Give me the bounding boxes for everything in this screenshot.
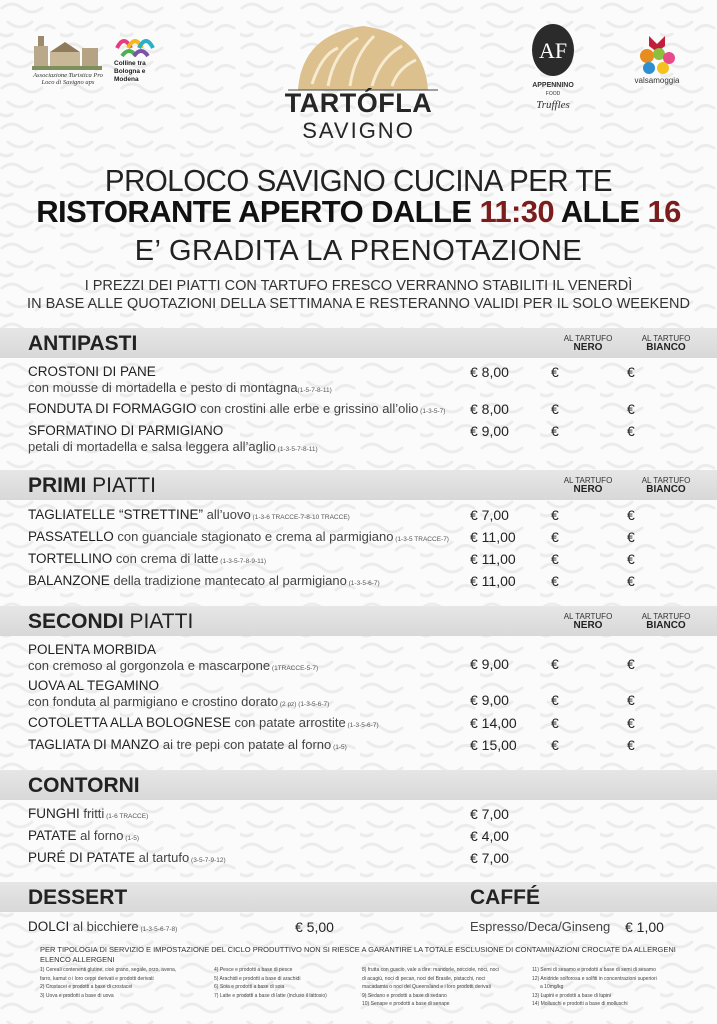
item-price: € 11,00 xyxy=(470,529,516,545)
valsamoggia-caption: valsamoggia xyxy=(634,76,680,85)
header-nero: AL TARTUFO NERO xyxy=(563,476,613,495)
nero-price: € xyxy=(551,656,559,672)
truffles-caption: Truffles xyxy=(536,99,570,111)
nero-price: € xyxy=(551,423,559,439)
nero-price: € xyxy=(551,737,559,753)
menu-item: POLENTA MORBIDA con cremoso al gorgonzola e mascarpone (1TRACCE-5-7) xyxy=(28,642,319,673)
nero-price: € xyxy=(551,529,559,545)
item-price: € 9,00 xyxy=(470,692,509,708)
bianco-price: € xyxy=(627,715,635,731)
dessert-price: € 5,00 xyxy=(295,919,334,935)
valsamoggia-logo xyxy=(635,32,679,76)
menu-item: SFORMATINO DI PARMIGIANO petali di mortadella e salsa leggera all’aglio (1-3-5-7-8-11) xyxy=(28,423,318,454)
allergen-column-3: 8) frutta con guscio, vale a dire: mandorle, nocciole, noci, noci di acagiù, noci di pecan, noci del Brasile, pistacchi, noci macadamia o noci del Queensland e i loro prodotti derivati 9) Sedano e prodotti a base di sedano 10) Senape e prodotti a base di senape xyxy=(362,967,500,1007)
item-price: € 4,00 xyxy=(470,828,509,844)
bianco-price: € xyxy=(627,692,635,708)
item-price: € 9,00 xyxy=(470,656,509,672)
header-nero: AL TARTUFO NERO xyxy=(563,612,613,631)
section-title-primi: PRIMI PIATTI xyxy=(28,474,156,497)
menu-item: UOVA AL TEGAMINO con fonduta al parmigiano e crostino dorato (2 pz) (1-3-5-6-7) xyxy=(28,678,330,709)
appennino-food-logo xyxy=(528,22,578,78)
af-letters: AF xyxy=(538,38,568,63)
price-notice-line2: IN BASE ALLE QUOTAZIONI DELLA SETTIMANA E RESTERANNO VALIDI PER IL SOLO WEEKEND xyxy=(27,296,690,312)
section-title-secondi: SECONDI PIATTI xyxy=(28,610,194,633)
header-bianco: AL TARTUFO BIANCO xyxy=(641,612,691,631)
nero-price: € xyxy=(551,715,559,731)
section-bar-dessert-caffe xyxy=(0,882,717,912)
menu-item: COTOLETTA ALLA BOLOGNESE con patate arrostite (1-3-5-6-7) xyxy=(28,715,379,730)
section-bar-contorni xyxy=(0,770,717,800)
header-nero: AL TARTUFO NERO xyxy=(563,334,613,353)
headline-opening-hours: RISTORANTE APERTO DALLE 11:30 ALLE 16 xyxy=(36,194,681,229)
section-bar-primi xyxy=(0,470,717,500)
proloco-caption: Associazione Turistica Pro Loco di Savigno aps xyxy=(33,72,103,86)
closing-time: 16 xyxy=(647,194,681,229)
bianco-price: € xyxy=(627,364,635,380)
section-title-contorni: CONTORNI xyxy=(28,774,140,797)
section-bar-secondi xyxy=(0,606,717,636)
menu-item: FONDUTA DI FORMAGGIO con crostini alle erbe e grissino all’olio (1-3-5-7) xyxy=(28,401,446,416)
food-caption: FOOD xyxy=(545,91,561,97)
allergen-disclaimer: PER TIPOLOGIA DI SERVIZIO E IMPOSTAZIONE DEL CICLO PRODUTTIVO NON SI RIESCE A GARANTIRE LA TOTALE ESCLUSIONE DI CONTAMINAZIONI CROCIATE DA ALLERGENI xyxy=(40,945,676,954)
headline-booking: E’ GRADITA LA PRENOTAZIONE xyxy=(134,235,583,267)
nero-price: € xyxy=(551,573,559,589)
opening-time: 11:30 xyxy=(479,194,555,229)
nero-price: € xyxy=(551,364,559,380)
allergen-column-4: 11) Semi di sesamo e prodotti a base di semi di sesamo 12) Anidride solforosa e solfiti in concentrazioni superiori a 10mg/kg 13) Lupini e prodotti a base di lupini 14) Molluschi e prodotti a base di molluschi xyxy=(532,967,657,1007)
caffe-price: € 1,00 xyxy=(625,919,664,935)
item-price: € 11,00 xyxy=(470,551,516,567)
tartofla-title: TARTÓFLA xyxy=(284,88,433,118)
section-title-antipasti: ANTIPASTI xyxy=(28,332,138,355)
item-price: € 11,00 xyxy=(470,573,516,589)
headline-proloco: PROLOCO SAVIGNO CUCINA PER TE xyxy=(104,163,613,198)
colline-caption: Colline tra Bologna e Modena xyxy=(114,60,146,83)
caffe-item: Espresso/Deca/Ginseng xyxy=(470,919,611,934)
section-title-dessert: DESSERT xyxy=(28,886,128,909)
menu-item-dessert: DOLCI al bicchiere (1-3-5-6-7-8) xyxy=(28,919,178,934)
menu-item: PATATE al forno (1-5) xyxy=(28,828,140,843)
item-price: € 7,00 xyxy=(470,507,509,523)
menu-item: FUNGHI fritti (1-6 TRACCE) xyxy=(28,806,149,821)
nero-price: € xyxy=(551,401,559,417)
savigno-subtitle: SAVIGNO xyxy=(302,118,415,143)
item-price: € 7,00 xyxy=(470,806,509,822)
bianco-price: € xyxy=(627,423,635,439)
header-bianco: AL TARTUFO BIANCO xyxy=(641,476,691,495)
menu-item: BALANZONE della tradizione mantecato al parmigiano (1-3-5-6-7) xyxy=(28,573,380,588)
item-price: € 9,00 xyxy=(470,423,509,439)
item-price: € 7,00 xyxy=(470,850,509,866)
bianco-price: € xyxy=(627,551,635,567)
nero-price: € xyxy=(551,692,559,708)
item-price: € 8,00 xyxy=(470,401,509,417)
allergen-list-title: ELENCO ALLERGENI xyxy=(40,955,115,964)
menu-item: PURÉ DI PATATE al tartufo (3-5-7-9-12) xyxy=(28,850,226,865)
bianco-price: € xyxy=(627,507,635,523)
menu-item: PASSATELLO con guanciale stagionato e crema al parmigiano (1-3-5 TRACCE-7) xyxy=(28,529,449,544)
section-title-caffe: CAFFÉ xyxy=(470,886,540,909)
section-bar-antipasti xyxy=(0,328,717,358)
price-notice-line1: I PREZZI DEI PIATTI CON TARTUFO FRESCO VERRANNO STABILITI IL VENERDÌ xyxy=(84,278,633,294)
bianco-price: € xyxy=(627,529,635,545)
menu-item: TORTELLINO con crema di latte (1-3-5-7-8-9-11) xyxy=(28,551,267,566)
nero-price: € xyxy=(551,551,559,567)
tartofla-truffle-logo xyxy=(288,20,438,95)
nero-price: € xyxy=(551,507,559,523)
menu-item: TAGLIATELLE “STRETTINE” all’uovo (1-3-6 TRACCE-7-8-10 TRACCE) xyxy=(28,507,350,522)
bianco-price: € xyxy=(627,656,635,672)
bianco-price: € xyxy=(627,401,635,417)
bianco-price: € xyxy=(627,737,635,753)
bianco-price: € xyxy=(627,573,635,589)
proloco-logo xyxy=(32,30,102,70)
item-price: € 8,00 xyxy=(470,364,509,380)
allergen-column-1: 1) Cereali contenenti glutine, cioè grano, segale, orzo, avena, farro, kamut o i loro ceppi derivati e prodotti derivati 2) Crostacei e prodotti a base di crostacei 3) Uova e prodotti a base di uova xyxy=(40,967,177,999)
menu-item: CROSTONI DI PANE con mousse di mortadella e pesto di montagna(1-5-7-8-11) xyxy=(28,364,332,395)
header-bianco: AL TARTUFO BIANCO xyxy=(641,334,691,353)
item-price: € 14,00 xyxy=(470,715,517,731)
colline-logo xyxy=(114,30,156,60)
menu-item: TAGLIATA DI MANZO ai tre pepi con patate al forno (1-5) xyxy=(28,737,347,752)
allergen-column-2: 4) Pesce e prodotti a base di pesce 5) Arachidi e prodotti a base di arachidi 6) Soia e prodotti a base di soia 7) Latte e prodotti a base di latte (incluso il lattosio) xyxy=(214,967,327,999)
item-price: € 15,00 xyxy=(470,737,517,753)
appennino-caption: APPENNINO xyxy=(532,82,574,89)
